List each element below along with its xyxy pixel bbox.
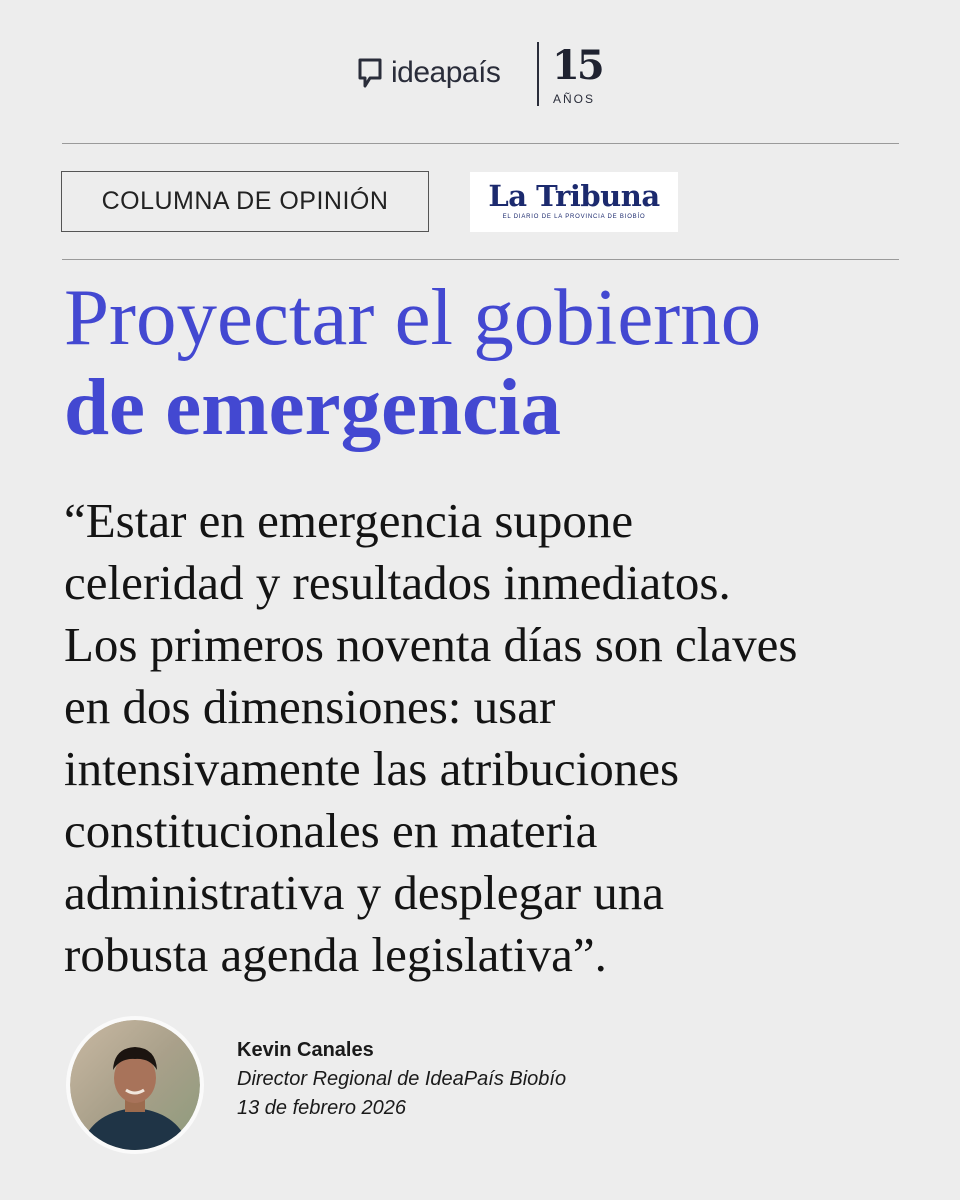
publish-date: 13 de febrero 2026 — [237, 1097, 407, 1119]
quote-line: robusta agenda legislativa”. — [64, 927, 607, 982]
quote-line: constitucionales en materia — [64, 803, 598, 858]
outlet-logo — [470, 172, 678, 232]
quote-line: administrativa y desplegar una — [64, 865, 665, 920]
quote-line: Los primeros noventa días son claves — [64, 617, 798, 672]
quote-block — [64, 490, 944, 986]
divider-top — [62, 143, 899, 144]
quote-line: en dos dimensiones: usar — [64, 679, 556, 734]
divider-bottom — [62, 259, 899, 260]
author-name: Kevin Canales — [237, 1039, 374, 1061]
outlet-subtitle: EL DIARIO DE LA PROVINCIA DE BIOBÍO — [502, 214, 646, 220]
outlet-name: La Tribuna — [488, 179, 660, 213]
quote-line: “Estar en emergencia supone — [64, 493, 634, 548]
article-title — [64, 272, 944, 452]
brand-logo[interactable] — [357, 56, 500, 90]
author-avatar — [66, 1016, 204, 1154]
anniversary-label: AÑOS — [553, 92, 596, 106]
quote-line: celeridad y resultados inmediatos. — [64, 555, 731, 610]
author-role: Director Regional de IdeaPaís Biobío — [237, 1068, 567, 1090]
section-tag: COLUMNA DE OPINIÓN — [61, 171, 429, 232]
quote-line: intensivamente las atribuciones — [64, 741, 680, 796]
brand-name: ideapaís — [391, 56, 501, 89]
title-line-1: Proyectar el gobierno — [64, 272, 762, 362]
author-info — [237, 1036, 566, 1123]
speech-bubble-logo-icon — [357, 56, 383, 90]
anniversary-number: 15 — [552, 42, 602, 89]
brand-divider — [537, 42, 539, 106]
title-line-2: de emergencia — [64, 362, 562, 452]
author-photo — [70, 1020, 200, 1150]
header — [0, 40, 960, 110]
